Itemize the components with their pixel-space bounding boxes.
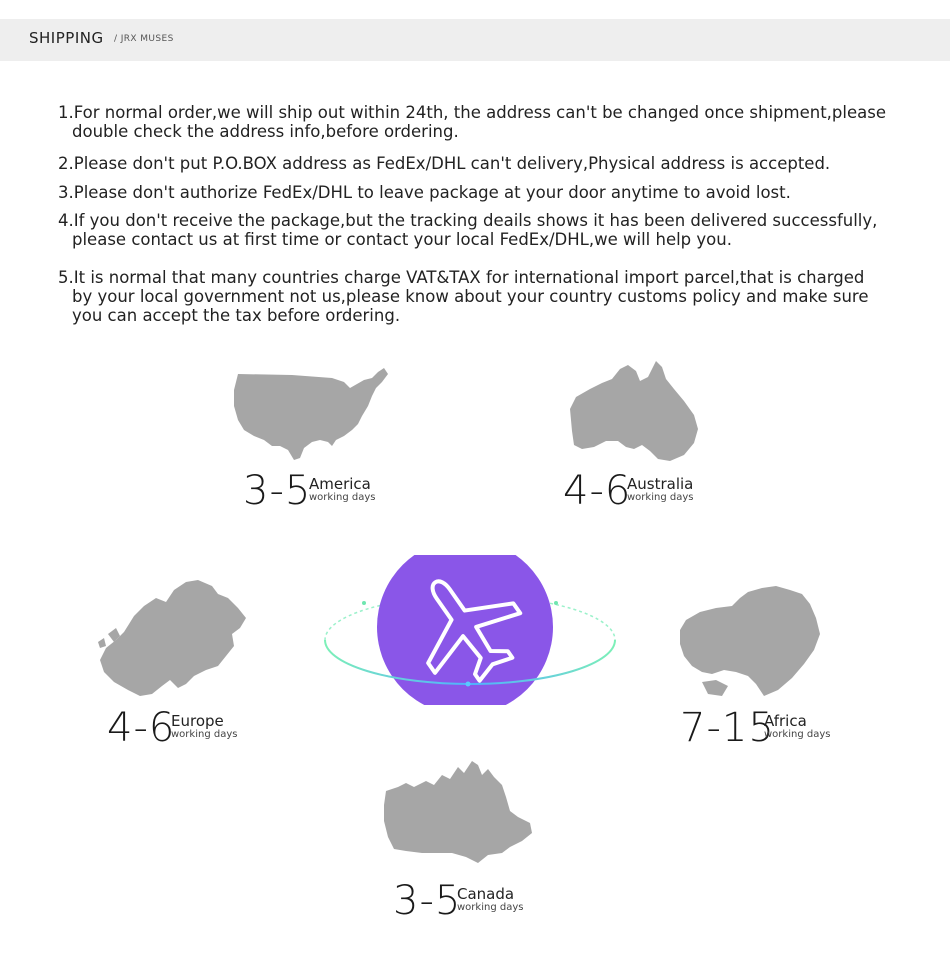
canada-map-icon [382,757,536,875]
delivery-america [243,470,413,520]
usa-map-icon [232,366,390,464]
delivery-australia [563,470,733,520]
working-days-label: working days [309,492,376,503]
policy-line: you can accept the tax before ordering. [72,306,401,325]
policy-line: 2.Please don't put P.O.BOX address as FedEx/DHL can't delivery,Physical address is accepted. [58,154,831,173]
policy-item-5 [58,268,869,325]
brand-subtitle: / JRX MUSES [114,34,174,44]
policy-line: 5.It is normal that many countries charge VAT&TAX for international import parcel,that is charged [58,268,865,287]
region-label: Africa [764,712,807,730]
days-value: 3-5 [243,468,312,514]
delivery-africa [680,707,880,757]
delivery-canada [393,880,563,930]
working-days-label: working days [171,729,238,740]
plane-circle [377,555,553,705]
policy-line: by your local government not us,please know about your country customs policy and make sure [72,287,869,306]
policy-item-4 [58,211,877,249]
region-label: America [309,475,371,493]
policy-item-1 [58,103,886,141]
policy-item-2 [58,154,830,173]
shipping-plane-graphic [320,555,620,705]
region-label: Canada [457,885,515,903]
policy-item-3 [58,183,791,202]
region-label: Europe [171,712,224,730]
days-value: 7-15 [680,705,775,751]
policy-line: 3.Please don't authorize FedEx/DHL to leave package at your door anytime to avoid lost. [58,183,791,202]
delivery-europe [107,707,277,757]
working-days-label: working days [627,492,694,503]
working-days-label: working days [457,902,524,913]
australia-map-icon [566,359,706,465]
policy-line: please contact us at first time or contact your local FedEx/DHL,we will help you. [72,230,732,249]
europe-map-icon [94,576,254,706]
days-value: 4-6 [107,705,176,751]
africa-map-icon [676,584,824,702]
header-bar [0,19,950,61]
policy-line: 1.For normal order,we will ship out within 24th, the address can't be changed once shipment,please [58,103,886,122]
policy-line: double check the address info,before ordering. [72,122,459,141]
policy-line: 4.If you don't receive the package,but the tracking deails shows it has been delivered successfully, [58,211,878,230]
working-days-label: working days [764,729,831,740]
region-label: Australia [627,475,694,493]
days-value: 4-6 [563,468,632,514]
days-value: 3-5 [393,878,462,924]
page-title: SHIPPING [29,29,104,47]
